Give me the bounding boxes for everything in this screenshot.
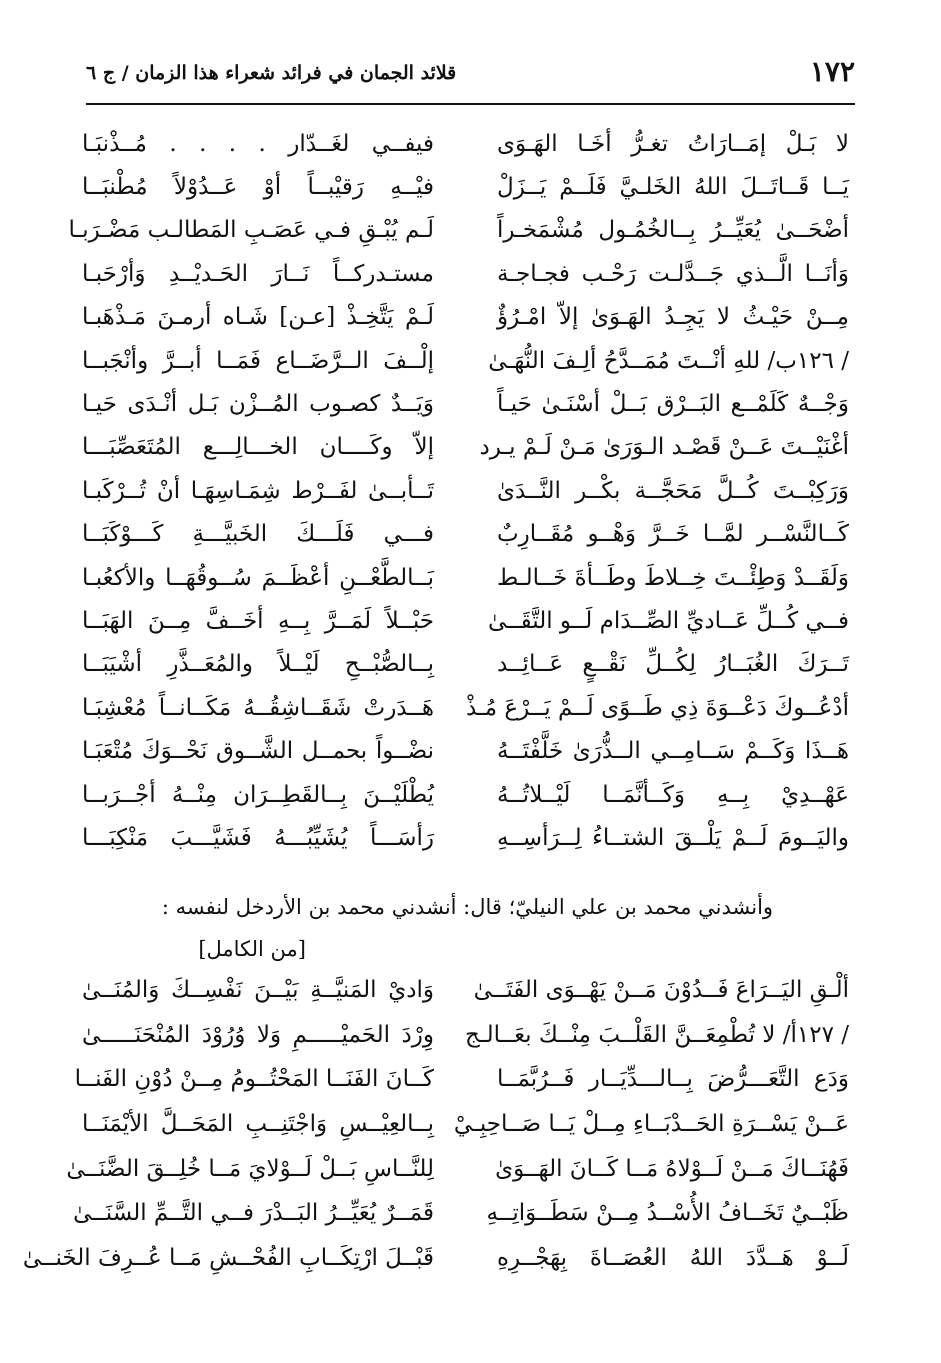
verse: [82, 1013, 849, 1058]
verse: [82, 773, 849, 816]
second-hemistich: حَبْــلاً لَمَــرَّ بِــهِ أخَــفَّ مِــنَ الهَبَــا: [82, 607, 434, 634]
verse: [82, 165, 849, 208]
first-hemistich: كَــالنَّسْــر لمَّــا خَــرَّ وَهْــو مُقَــارِبٌ: [497, 521, 849, 548]
second-hemistich: مستـدركــاً نَــارَ الحَـديْــدِ وَأرْحَبـا: [82, 260, 434, 287]
first-hemistich: وَلَقَــدْ وَطِئْــتَ خِــلاطَ وطَــأةَ خَــالـط: [497, 564, 849, 591]
verse: [82, 122, 849, 165]
verse: [82, 968, 849, 1013]
verse: [82, 599, 849, 642]
verse: [82, 382, 849, 425]
verse: [82, 556, 849, 599]
second-hemistich: فيفــي لغَــدّار . . . . مُــذْنبَـا: [82, 130, 434, 157]
second-hemistich: قَبْــلَ ارْتِكَــابِ الفُحْــشِ مَــا عُــرِفَ الخَنــىٰ: [22, 1244, 434, 1271]
verse: [82, 686, 849, 729]
second-hemistich: وَاديْ المَنيَّــةِ بَيْــنَ نَفْسِــكَ وَالمُنَــىٰ: [82, 977, 434, 1004]
second-hemistich: فيْــهِ رَقيْبــاً أوْ عَــدُوْلاً مُطْنبَــا: [82, 174, 434, 201]
meter-label: [من الكامل]: [198, 937, 306, 961]
second-hemistich: بَــالطَّعْــنِ أعْظَــمَ سُــوقُهَــا والأكعُبـا: [82, 564, 434, 591]
verse: [68, 209, 849, 252]
second-hemistich: بِــالعِيْــسِ وَاجْتَنِــبِ المَحَــلَّ الأيْمَنَــا: [82, 1111, 434, 1138]
first-hemistich: ألْـقِ اليَــرَاعَ فَــدُوْنَ مَــنْ يَهْــوَى الفَتَــىٰ: [473, 977, 849, 1004]
header-rule: [86, 103, 855, 105]
verse: [82, 1102, 849, 1147]
first-hemistich: فَهُنَــاكَ مَــنْ لَــوْلاهُ مَــا كَــانَ الهَــوَىٰ: [495, 1155, 849, 1182]
first-hemistich: فــي كُــلِّ عَــاديِّ الصِّــدَام لَــو التَّقَــىٰ: [487, 607, 849, 634]
first-hemistich: هَــذَا وَكَــمْ سَــامِــي الــذُّرَىٰ خَلَّفْتَــهُ: [497, 738, 849, 765]
first-hemistich: أغْنَيْــتَ عَــنْ قَصْـد الـوَرَىٰ مَـنْ لَـمْ يـرد: [479, 434, 849, 461]
verse: [22, 1236, 849, 1281]
first-hemistich: وَأنَــا الَّــذي جَــدَّلـت رَحْـب فجـاجـة: [497, 260, 849, 287]
first-hemistich: لا بَـلْ إمَــارَاتُ تغـرُّ أخَـا الهَـوَى: [497, 130, 849, 157]
narration-line: وأنشدني محمد بن علي النيليّ؛ قال: أنشدني محمد بن الأردخل لنفسه :: [161, 895, 774, 919]
first-hemistich: وَجْــهٌ كَلَمْــع البَــرْق بَــلْ أسْنَـىٰ حَيـاً: [497, 391, 849, 418]
first-hemistich: أضْحَــىٰ يُعَيِّــرُ بِــالخُمُـول مُشْمَخـراً: [497, 217, 849, 244]
second-hemistich: نضْــواً بحمــل الشَّــوق نَحْــوَكَ مُتْعَبَـا: [82, 738, 434, 765]
verse: [82, 252, 849, 295]
first-hemistich: واليَــومَ لَــمْ يَلْــقَ الشتــاءُ لِــرَأسِــهِ: [497, 824, 849, 851]
verse: [82, 469, 849, 512]
second-hemistich: كَــانَ الفَنَــا المَحْتُــومُ مِــنْ دُوْنِ الفَنــا: [74, 1066, 434, 1093]
verse: [82, 296, 849, 339]
second-hemistich: بِــالصُّبْــحِ لَيْــلاً والمُعَــذَّرِ أشْيَبَــا: [82, 651, 434, 678]
first-hemistich: لَــوْ هَــدَّدَ اللهُ العُصَــاةَ بِهَجْــرِهِ: [497, 1244, 849, 1271]
second-hemistich: فـــي فَلَـــكَ الخَبيَّـــةِ كَـــوْكَبَــا: [82, 521, 434, 548]
poem-1: [68, 122, 849, 860]
page-number: ١٧٢: [809, 55, 855, 88]
second-hemistich: وَيَــدٌ كصـوب المُــزْن بَـل أنْـدَى حَيـا: [82, 391, 434, 418]
verse: [82, 729, 849, 772]
second-hemistich: لِلنَّــاسِ بَــلْ لَــوْلايَ مَــا خُلِــقَ الضَّنَــىٰ: [66, 1155, 434, 1182]
verse: [82, 816, 849, 859]
second-hemistich: إلْــفَ الــرَّضَــاع فَمَــا أبــرَّ وأنْجَبــا: [82, 347, 434, 374]
second-hemistich: يُطْلَيْــنَ بِــالقَطِــرَان مِنْــهُ أجْــرَبــا: [82, 781, 434, 808]
first-hemistich: تَــرَكَ الغُبَــارُ لِكُــلِّ نَقْــعٍ عَــائِــد: [497, 651, 849, 678]
first-hemistich: وَرَكِبْــتَ كُــلَّ مَحَجَّــة بكْــر النَّــدَىٰ: [497, 477, 849, 504]
page-header: [86, 52, 855, 96]
first-hemistich: / ١٢٧أ/ لا تُطْمِعَــنَّ القَلْــبَ مِنْــكَ بعَــالـج: [465, 1021, 849, 1048]
first-hemistich: يَــا قَــاتَــلَ اللهُ الخَلـيَّ فَلَــمْ يَــزَلْ: [497, 174, 849, 201]
second-hemistich: لَـم يُبْـقِ فـي عَصَـبِ المَطالـب مَضْـرَبـا: [68, 217, 434, 244]
first-hemistich: ظَبْــيٌ تَخَــافُ الأُسْــدُ مِــنْ سَطَــوَاتِــهِ: [486, 1200, 849, 1227]
verse: [73, 1191, 849, 1236]
first-hemistich: أدْعُــوكَ دَعْــوَةَ ذِي طَــوًى لَــمْ يَــرْعَ مُـذْ: [465, 694, 849, 721]
verse: [82, 513, 849, 556]
second-hemistich: هَــدَرتْ شَقَــاشِقُــهُ مَكَــانــاً مُعْشِبَـا: [82, 694, 434, 721]
second-hemistich: إلاّ وكَــــان الخـــالِـــع المُتَعَصِّبَـــا: [82, 434, 434, 461]
first-hemistich: / ١٢٦ب/ للهِ أنْــتَ مُمَــدَّحُ ألِـفَ النُّهَـىٰ: [488, 347, 849, 374]
second-hemistich: لَـمْ يَتَّخِـذْ [عـن] شَـاه أرمـنَ مَـذْهَبـا: [82, 304, 434, 331]
verse: [66, 1146, 849, 1191]
second-hemistich: رَأسَـــاً يُشَيِّبُـــهُ فَشَيَّـــبَ مَنْكِبَـــا: [82, 824, 434, 851]
first-hemistich: وَدَع التَّعَـــرُّضَ بِــالـــدِّيَــار فَــرُبَّمَــا: [497, 1066, 849, 1093]
second-hemistich: وِرْدَ الحَميْـــــمِ وَلا وُرُوْدَ المُنْحَنَـــــىٰ: [82, 1021, 434, 1048]
poem-2: [22, 968, 849, 1280]
first-hemistich: مِــنْ حَيْـثُ لا يَجِـدُ الهَـوَىٰ إلاّ امْـرُؤٌ: [497, 304, 849, 331]
verse: [82, 426, 849, 469]
running-title: قلائد الجمان في فرائد شعراء هذا الزمان / ج ٦: [86, 62, 457, 84]
verse: [74, 1057, 849, 1102]
verse: [82, 339, 849, 382]
first-hemistich: عَــنْ يَسْــرَةِ الحَــدْبَــاءِ مِــلْ يَــا صَــاحِبِـيْ: [453, 1111, 849, 1138]
second-hemistich: قَمَــرٌ يُعَيِّــرُ البَــدْرَ فــي التَّــمِّ السَّنَــىٰ: [73, 1200, 434, 1227]
verse: [82, 643, 849, 686]
second-hemistich: تَــأبــىٰ لفَــرْط شِمَـاسِهَـا أنْ تُــرْكَبـا: [82, 477, 434, 504]
first-hemistich: عَهْــدِيْ بِــهِ وَكَــأنَّمَــا لَيْــلاتُــهُ: [497, 781, 849, 808]
